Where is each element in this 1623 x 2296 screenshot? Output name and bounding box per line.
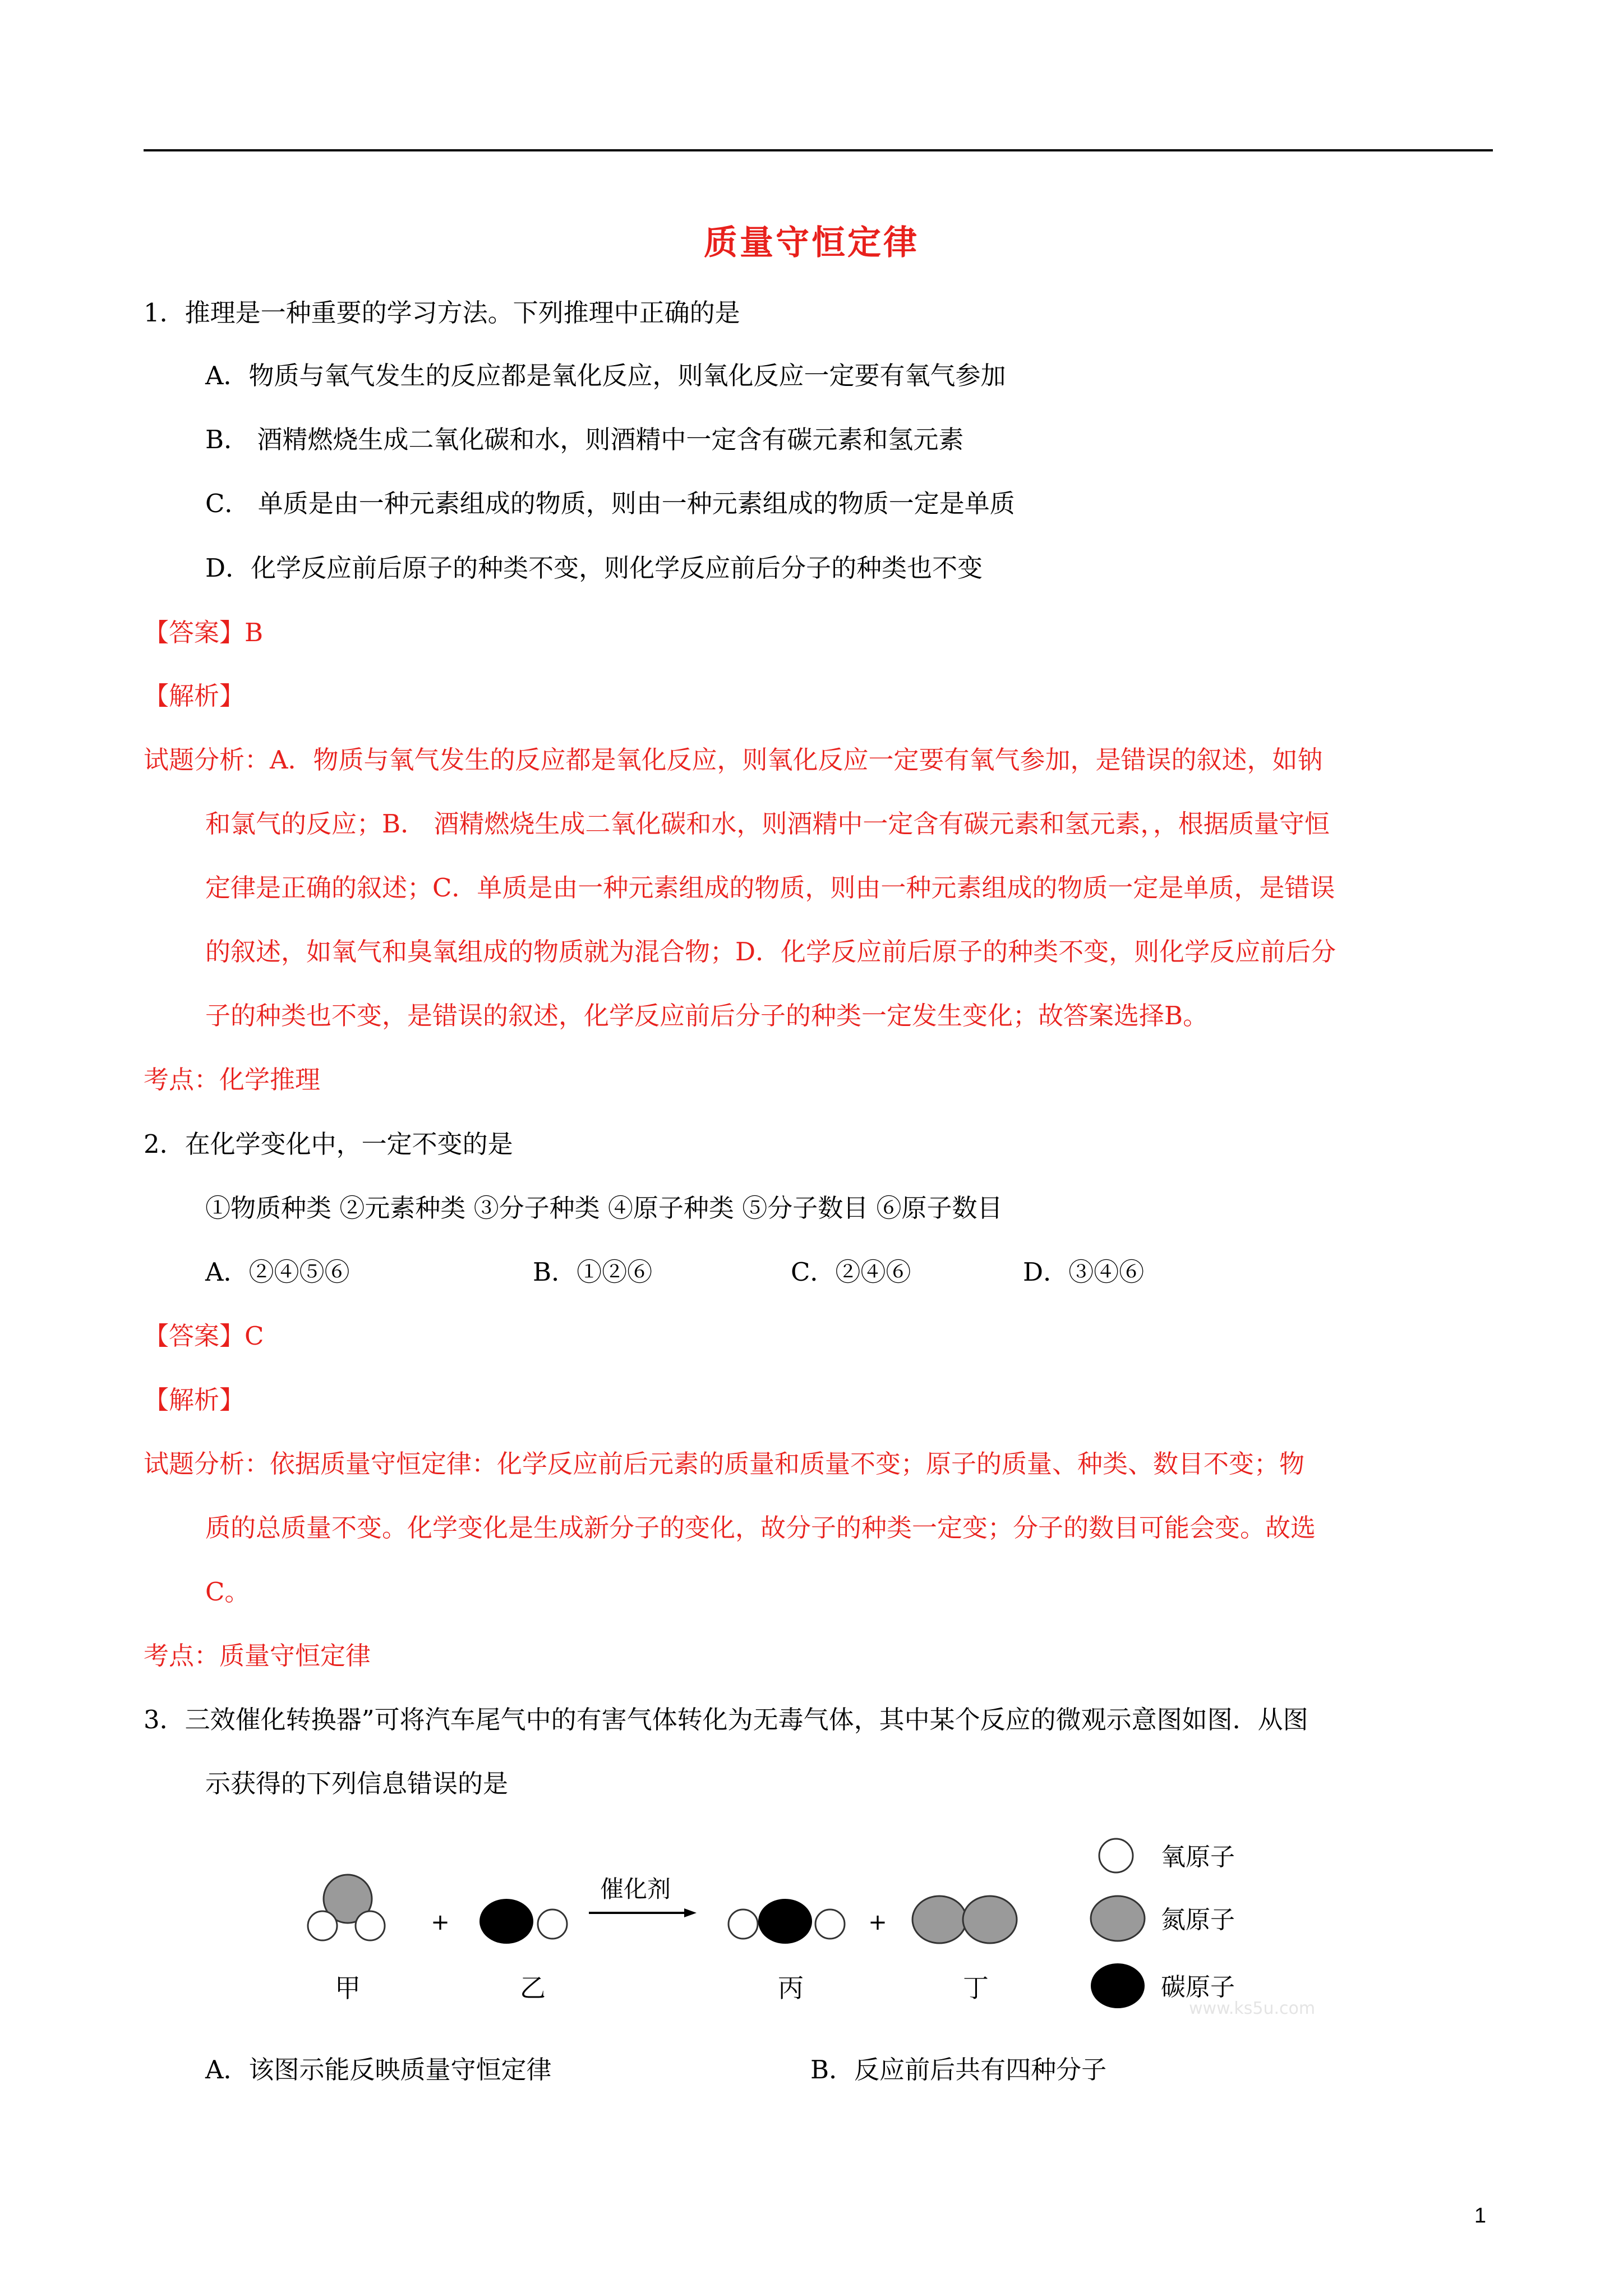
molecule-bing — [728, 1899, 845, 1944]
legend-carbon-swatch — [1091, 1963, 1145, 2008]
q1-analysis-line: 的叙述，如氧气和臭氧组成的物质就为混合物；D．化学反应前后原子的种类不变，则化学反应前后分 — [205, 937, 1336, 967]
header-rule — [144, 149, 1493, 151]
label-jia: 甲 — [335, 1973, 361, 2003]
q2-analysis-line: 试题分析：依据质量守恒定律：化学反应前后元素的质量和质量不变；原子的质量、种类、数目不变；物 — [144, 1449, 1305, 1479]
plus-sign: + — [868, 1910, 887, 1935]
q2-answer: 【答案】C — [144, 1321, 264, 1351]
q2-items: ①物质种类 ②元素种类 ③分子种类 ④原子种类 ⑤分子数目 ⑥原子数目 — [205, 1193, 1003, 1223]
label-yi: 乙 — [520, 1973, 546, 2003]
molecule-jia — [308, 1875, 385, 1940]
q1-option-a: A．物质与氧气发生的反应都是氧化反应，则氧化反应一定要有氧气参加 — [205, 361, 1006, 390]
legend-oxygen-label: 氧原子 — [1161, 1843, 1235, 1871]
legend-carbon-label: 碳原子 — [1161, 1973, 1235, 2001]
page-title: 质量守恒定律 — [704, 223, 919, 263]
q3-stem-line: 3．三效催化转换器”可将汽车尾气中的有害气体转化为无毒气体，其中某个反应的微观示意图如图．从图 — [144, 1705, 1308, 1734]
q1-analysis-line: 定律是正确的叙述；C．单质是由一种元素组成的物质，则由一种元素组成的物质一定是单质，是错误 — [205, 873, 1335, 903]
q1-analysis-label: 【解析】 — [144, 681, 245, 711]
legend-nitrogen-swatch — [1091, 1896, 1145, 1941]
molecule-ding — [912, 1896, 1017, 1943]
q1-analysis-line: 子的种类也不变，是错误的叙述，化学反应前后分子的种类一定发生变化；故答案选择B。 — [205, 1001, 1209, 1030]
legend — [1091, 1839, 1235, 2008]
q1-option-b: B． 酒精燃烧生成二氧化碳和水，则酒精中一定含有碳元素和氢元素 — [205, 425, 964, 454]
q1-analysis-line: 和氯气的反应；B． 酒精燃烧生成二氧化碳和水，则酒精中一定含有碳元素和氢元素，，根据质量守恒 — [205, 809, 1330, 839]
molecule-yi — [479, 1899, 567, 1944]
plus-sign: + — [431, 1910, 450, 1935]
q2-analysis-line: 质的总质量不变。化学变化是生成新分子的变化，故分子的种类一定变；分子的数目可能会变。故选 — [205, 1513, 1316, 1543]
q2-option-c: C．②④⑥ — [791, 1257, 911, 1287]
q1-stem: 1．推理是一种重要的学习方法。下列推理中正确的是 — [144, 298, 740, 328]
q3-option-a: A．该图示能反映质量守恒定律 — [205, 2055, 552, 2085]
legend-oxygen-swatch — [1099, 1839, 1133, 1872]
label-ding: 丁 — [963, 1973, 989, 2003]
q2-option-d: D．③④⑥ — [1023, 1257, 1145, 1287]
q2-option-a: A．②④⑤⑥ — [205, 1257, 350, 1287]
q3-stem-line: 示获得的下列信息错误的是 — [205, 1769, 509, 1798]
catalyst-label: 催化剂 — [600, 1875, 671, 1903]
q2-analysis-label: 【解析】 — [144, 1385, 245, 1415]
q3-option-b: B．反应前后共有四种分子 — [810, 2055, 1107, 2085]
page-number: 1 — [1474, 2204, 1486, 2228]
q2-kaodian: 考点：质量守恒定律 — [144, 1641, 371, 1671]
q1-analysis-line: 试题分析：A．物质与氧气发生的反应都是氧化反应，则氧化反应一定要有氧气参加，是错误的叙述，如钠 — [144, 745, 1323, 775]
q1-option-c: C． 单质是由一种元素组成的物质，则由一种元素组成的物质一定是单质 — [205, 489, 1015, 518]
reaction-diagram — [292, 1823, 1346, 2031]
label-bing: 丙 — [778, 1973, 804, 2003]
q2-option-b: B．①②⑥ — [533, 1257, 653, 1287]
reaction-arrow-head — [684, 1908, 697, 1917]
q2-stem: 2．在化学变化中，一定不变的是 — [144, 1129, 513, 1159]
watermark: www.ks5u.com — [1189, 1999, 1316, 2018]
q1-kaodian: 考点：化学推理 — [144, 1065, 321, 1094]
q1-option-d: D．化学反应前后原子的种类不变，则化学反应前后分子的种类也不变 — [205, 553, 983, 583]
legend-nitrogen-label: 氮原子 — [1161, 1906, 1235, 1934]
q2-analysis-line: C。 — [205, 1577, 250, 1607]
q1-answer: 【答案】B — [144, 618, 264, 647]
